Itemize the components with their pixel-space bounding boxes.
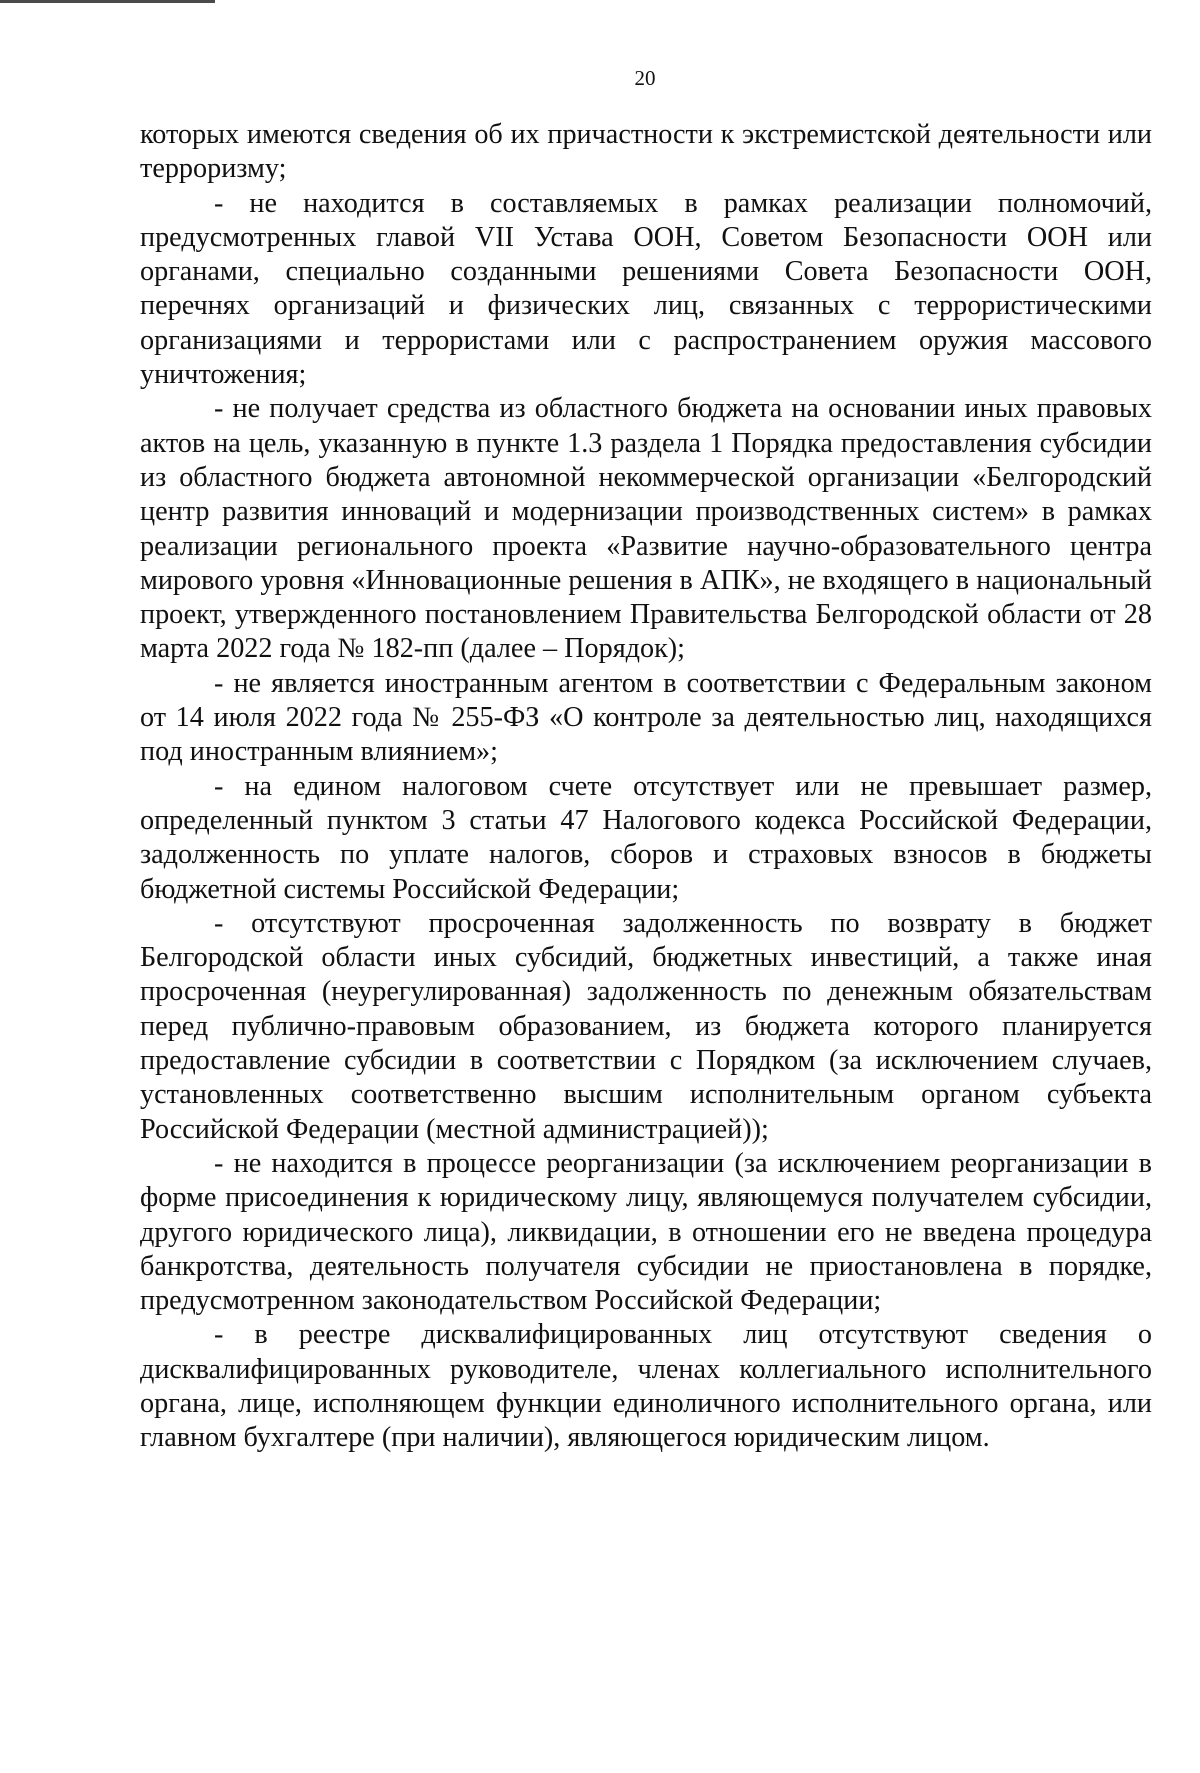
paragraph-reorganization: - не находится в процессе реорганизации (за исключением реорганизации в форме присоединения к юридическому лицу, являющемуся получателем субсидии, другого юридического лица), ликвидации, в отношении его не введена процедура банкротства, деятельность получателя субсидии не приостановлена в порядке, предусмотренном законодательством Российской Федерации; — [140, 1147, 1152, 1317]
document-body — [140, 118, 1152, 1456]
paragraph-disqualified-persons: - в реестре дисквалифицированных лиц отсутствуют сведения о дисквалифицированных руководителе, членах коллегиального исполнительного органа, лице, исполняющем функции единоличного исполнительного органа, или главном бухгалтере (при наличии), являющегося юридическим лицом. — [140, 1319, 1152, 1454]
paragraph-not-foreign-agent: - не является иностранным агентом в соответствии с Федеральным законом от 14 июля 2022 года № 255-ФЗ «О контроле за деятельностью лиц, находящихся под иностранным влиянием»; — [140, 667, 1152, 768]
paragraph-continuation: которых имеются сведения об их причастности к экстремистской деятельности или терроризму; — [140, 119, 1152, 185]
page-number: 20 — [634, 66, 656, 90]
paragraph-tax-debt: - на едином налоговом счете отсутствует или не превышает размер, определенный пунктом 3 статьи 47 Налогового кодекса Российской Федерации, задолженность по уплате налогов, сборов и страховых взносов в бюджеты бюджетной системы Российской Федерации; — [140, 770, 1152, 905]
paragraph-un-sanctions-list: - не находится в составляемых в рамках реализации полномочий, предусмотренных главой VII Устава ООН, Советом Безопасности ООН или органами, специально созданными решениями Совета Безопасности ООН, перечнях организаций и физических лиц, связанных с террористическими организациями и террористами или с распространением оружия массового уничтожения; — [140, 187, 1152, 391]
paragraph-overdue-debt: - отсутствуют просроченная задолженность по возврату в бюджет Белгородской области иных субсидий, бюджетных инвестиций, а также иная просроченная (неурегулированная) задолженность по денежным обязательствам перед публично-правовым образованием, из бюджета которого планируется предоставление субсидии в соответствии с Порядком (за исключением случаев, установленных соответственно высшим исполнительным органом субъекта Российской Федерации (местной администрацией)); — [140, 907, 1152, 1145]
top-scan-rule — [0, 0, 215, 3]
paragraph-no-other-budget-funds: - не получает средства из областного бюджета на основании иных правовых актов на цель, указанную в пункте 1.3 раздела 1 Порядка предоставления субсидии из областного бюджета автономной некоммерческой организации «Белгородский центр развития инноваций и модернизации производственных систем» в рамках реализации регионального проекта «Развитие научно-образовательного центра мирового уровня «Инновационные решения в АПК», не входящего в национальный проект, утвержденного постановлением Правительства Белгородской области от 28 марта 2022 года № 182-пп (далее – Порядок); — [140, 393, 1152, 665]
